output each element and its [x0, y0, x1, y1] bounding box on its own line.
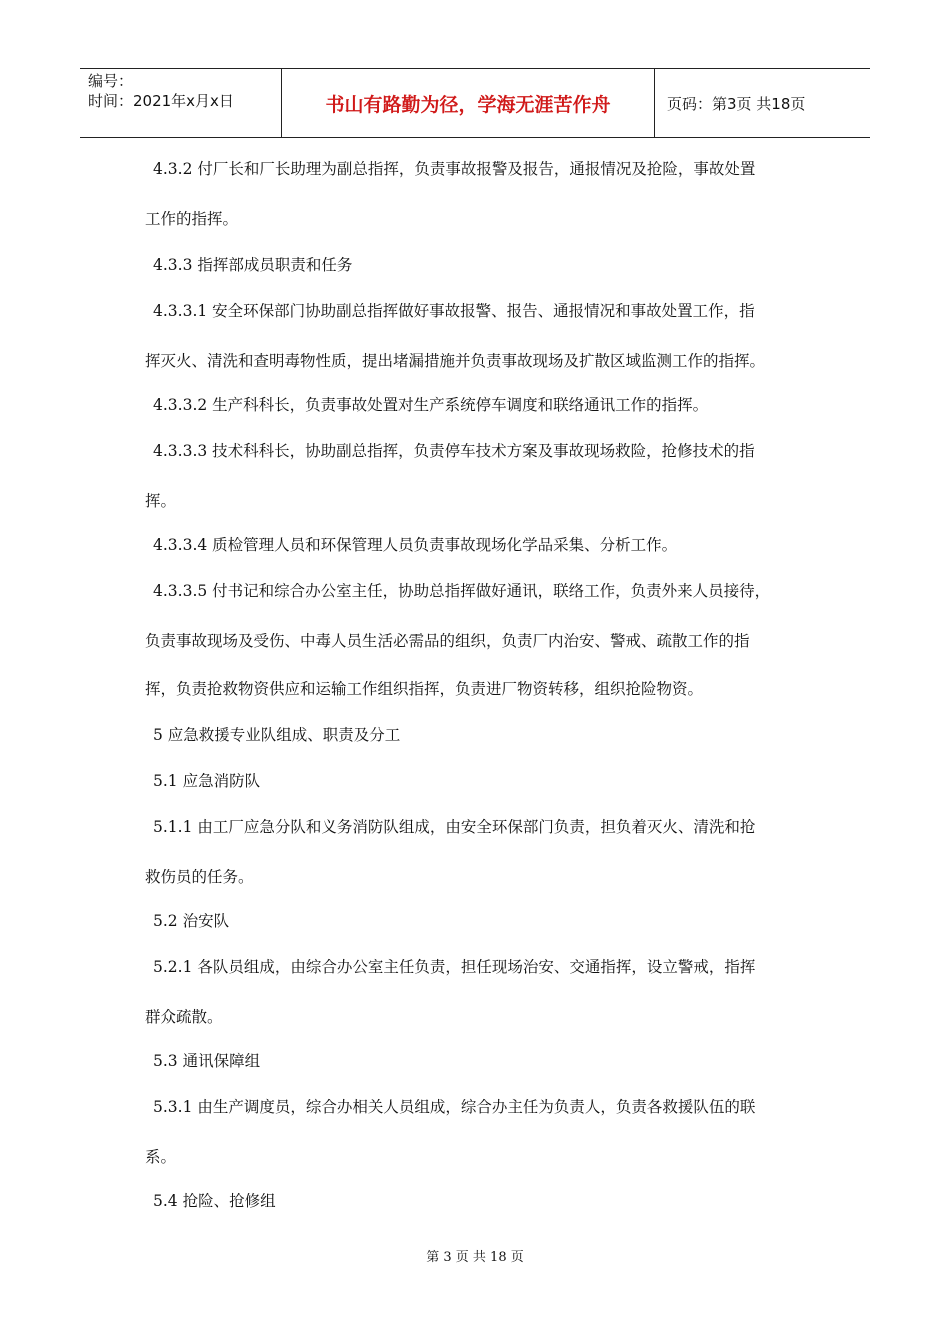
page-header	[80, 68, 870, 138]
body-line: 挥灭火、清洗和查明毒物性质，提出堵漏措施并负责事故现场及扩散区域监测工作的指挥。	[145, 352, 766, 370]
section-heading: 5.2 治安队	[153, 912, 230, 930]
document-time-label: 时间：2021年x月x日	[88, 92, 234, 110]
body-line: 群众疏散。	[145, 1008, 223, 1026]
body-line: 4.3.2 付厂长和厂长助理为副总指挥，负责事故报警及报告，通报情况及抢险，事故处置	[153, 160, 756, 178]
section-heading: 5 应急救援专业队组成、职责及分工	[153, 726, 401, 744]
body-line: 救伤员的任务。	[145, 868, 254, 886]
body-line: 4.3.3.4 质检管理人员和环保管理人员负责事故现场化学品采集、分析工作。	[153, 536, 678, 554]
body-line: 工作的指挥。	[145, 210, 239, 228]
body-line: 4.3.3.3 技术科科长，协助副总指挥，负责停车技术方案及事故现场救险，抢修技术的指	[153, 442, 755, 460]
body-line: 5.1.1 由工厂应急分队和义务消防队组成，由安全环保部门负责，担负着灭火、清洗和抢	[153, 818, 756, 836]
section-heading: 5.4 抢险、抢修组	[153, 1192, 276, 1210]
page-footer: 第 3 页 共 18 页	[426, 1250, 524, 1265]
section-heading: 5.3 通讯保障组	[153, 1052, 261, 1070]
body-line: 5.2.1 各队员组成，由综合办公室主任负责，担任现场治安、交通指挥，设立警戒，指挥	[153, 958, 756, 976]
body-line: 4.3.3.2 生产科科长，负责事故处置对生产系统停车调度和联络通讯工作的指挥。	[153, 396, 709, 414]
body-line: 4.3.3.5 付书记和综合办公室主任，协助总指挥做好通讯，联络工作，负责外来人员接待，	[153, 582, 771, 600]
body-line: 负责事故现场及受伤、中毒人员生活必需品的组织，负责厂内治安、警戒、疏散工作的指	[145, 632, 750, 650]
body-line: 挥，负责抢救物资供应和运输工作组织指挥，负责进厂物资转移，组织抢险物资。	[145, 680, 704, 698]
document-number-label: 编号：	[88, 72, 134, 90]
body-line: 系。	[145, 1148, 177, 1166]
header-motto: 书山有路勤为径，学海无涯苦作舟	[282, 69, 655, 137]
body-line: 4.3.3.1 安全环保部门协助副总指挥做好事故报警、报告、通报情况和事故处置工作，指	[153, 302, 755, 320]
body-line: 5.3.1 由生产调度员，综合办相关人员组成，综合办主任为负责人，负责各救援队伍的联	[153, 1098, 756, 1116]
section-heading: 5.1 应急消防队	[153, 772, 261, 790]
body-line: 挥。	[145, 492, 177, 510]
section-heading: 4.3.3 指挥部成员职责和任务	[153, 256, 353, 274]
header-meta	[80, 69, 282, 137]
header-page-info: 页码：第3页 共18页	[667, 94, 806, 113]
